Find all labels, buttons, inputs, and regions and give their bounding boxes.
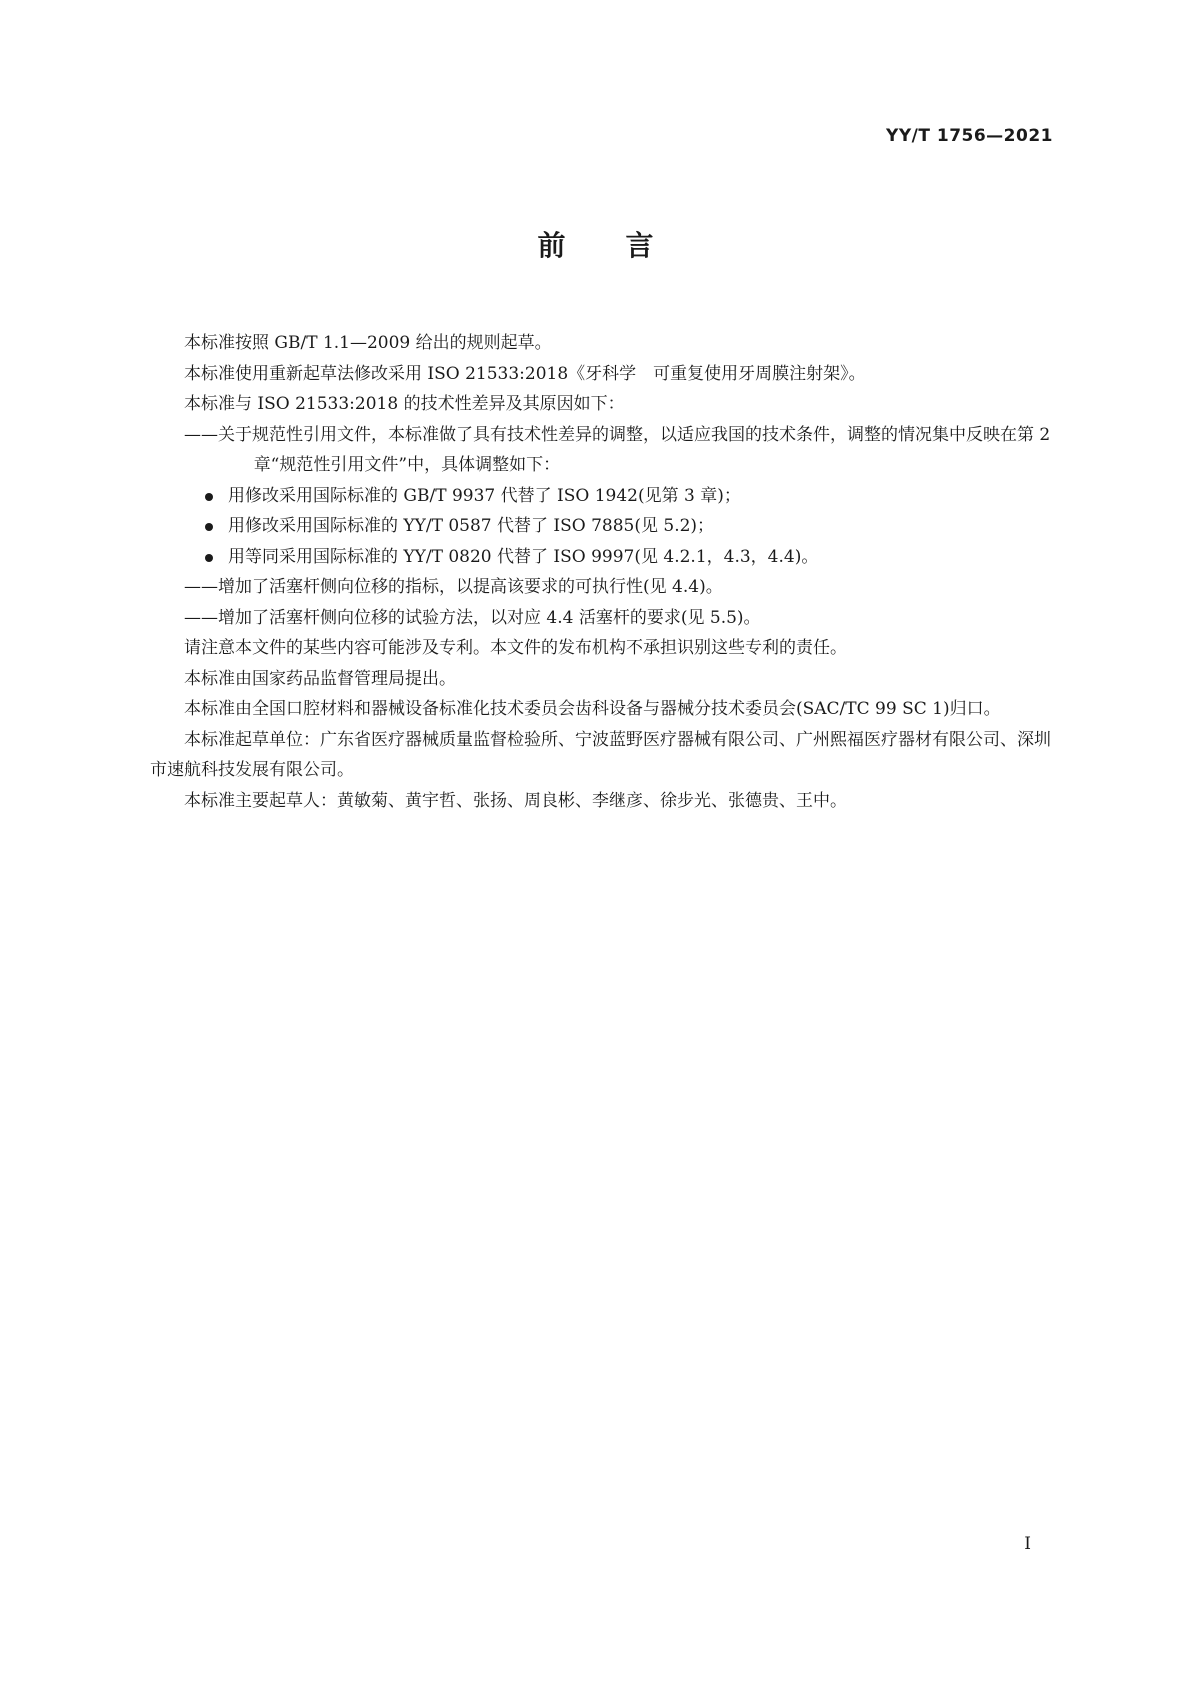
bullet-item <box>150 542 1055 573</box>
bullet-item <box>150 511 1055 542</box>
paragraph-drafting-rules: 本标准按照 GB/T 1.1—2009 给出的规则起草。 <box>184 333 552 353</box>
dash-item-normative-references: ——关于规范性引用文件，本标准做了具有技术性差异的调整，以适应我国的技术条件，调整的情况集中反映在第 2 章“规范性引用文件”中，具体调整如下： <box>184 424 1051 475</box>
dash-item-lateral-displacement-spec: ——增加了活塞杆侧向位移的指标，以提高该要求的可执行性(见 4.4)。 <box>184 577 723 597</box>
paragraph-differences-intro: 本标准与 ISO 21533:2018 的技术性差异及其原因如下： <box>184 394 625 414</box>
paragraph-adoption-method: 本标准使用重新起草法修改采用 ISO 21533:2018《牙科学 可重复使用牙周膜注射架》。 <box>184 363 866 384</box>
bullet-dot-icon <box>205 523 213 531</box>
paragraph-technical-committee: 本标准由全国口腔材料和器械设备标准化技术委员会齿科设备与器械分技术委员会(SAC/TC 99 SC 1)归口。 <box>184 699 1001 719</box>
page-number: I <box>1024 1534 1031 1554</box>
paragraph-drafting-organizations: 本标准起草单位：广东省医疗器械质量监督检验所、宁波蓝野医疗器械有限公司、广州熙福医疗器材有限公司、深圳市速航科技发展有限公司。 <box>150 729 1051 780</box>
standard-number: YY/T 1756—2021 <box>886 126 1053 146</box>
dash-item-lateral-displacement-test: ——增加了活塞杆侧向位移的试验方法，以对应 4.4 活塞杆的要求(见 5.5)。 <box>184 607 761 628</box>
bullet-item-text: 用等同采用国际标准的 YY/T 0820 代替了 ISO 9997(见 4.2.1，4.3，4.4)。 <box>228 546 819 567</box>
paragraph-patent-notice: 请注意本文件的某些内容可能涉及专利。本文件的发布机构不承担识别这些专利的责任。 <box>184 638 847 658</box>
bullet-item <box>150 481 1055 512</box>
paragraph-drafters: 本标准主要起草人：黄敏菊、黄宇哲、张扬、周良彬、李继彦、徐步光、张德贵、王中。 <box>184 790 847 811</box>
bullet-item-text: 用修改采用国际标准的 GB/T 9937 代替了 ISO 1942(见第 3 章)； <box>228 485 741 506</box>
foreword-body <box>150 328 1055 816</box>
bullet-dot-icon <box>205 554 213 562</box>
bullet-dot-icon <box>205 493 213 501</box>
paragraph-proposer: 本标准由国家药品监督管理局提出。 <box>184 668 456 689</box>
bullet-item-text: 用修改采用国际标准的 YY/T 0587 代替了 ISO 7885(见 5.2)； <box>228 516 715 536</box>
page-title: 前言 <box>537 229 714 262</box>
